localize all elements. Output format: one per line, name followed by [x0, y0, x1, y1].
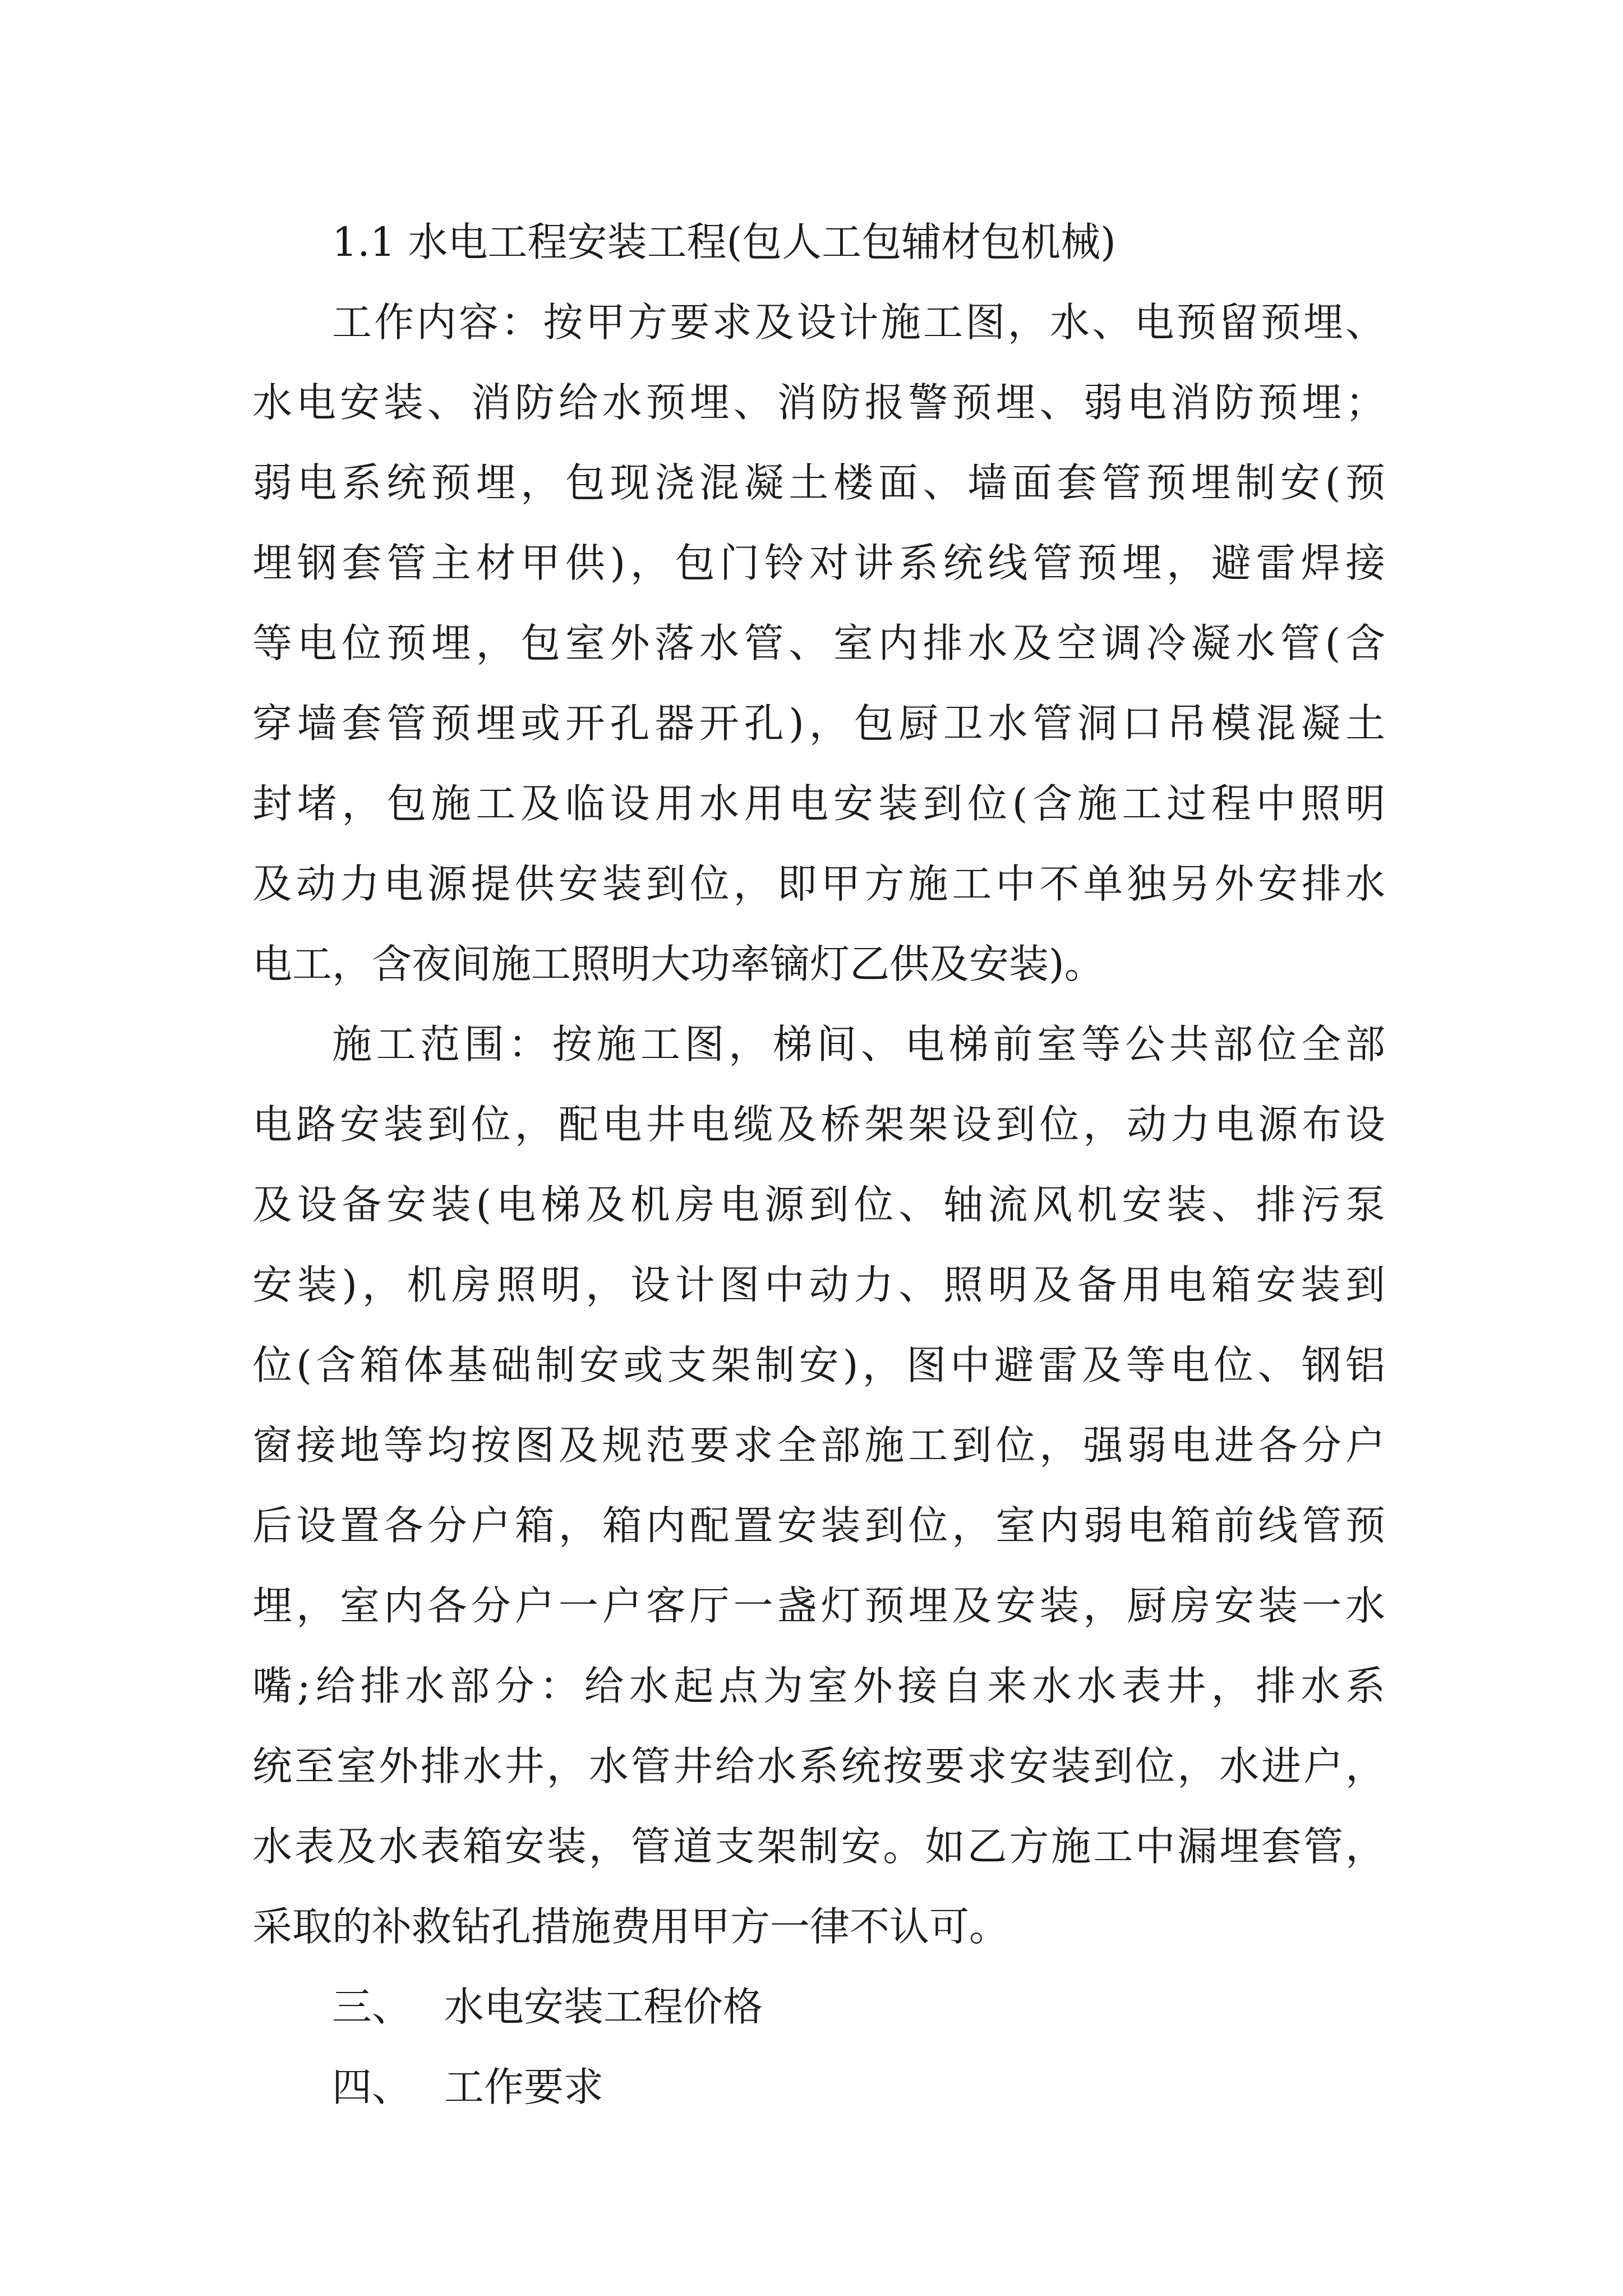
paragraph-line: 统至室外排水井，水管井给水系统按要求安装到位，水进户， [252, 1743, 1385, 1789]
paragraph-line: 弱电系统预埋，包现浇混凝土楼面、墙面套管预埋制安(预 [252, 459, 1385, 506]
paragraph-line: 采取的补救钻孔措施费用甲方一律不认可。 [252, 1903, 1009, 1950]
paragraph-line: 埋，室内各分户一户客厅一盏灯预埋及安装，厨房安装一水 [252, 1582, 1385, 1629]
paragraph-line: 及设备安装(电梯及机房电源到位、轴流风机安装、排污泵 [252, 1181, 1385, 1228]
heading-text: 工作要求 [444, 2064, 604, 2110]
paragraph-line: 封堵，包施工及临设用水用电安装到位(含施工过程中照明 [252, 780, 1385, 827]
paragraph-line: 窗接地等均按图及规范要求全部施工到位，强弱电进各分户 [252, 1422, 1385, 1469]
heading-price [252, 1967, 1385, 2047]
work-content-paragraph [252, 282, 1385, 1004]
paragraph-line: 水电安装、消防给水预埋、消防报警预埋、弱电消防预埋； [252, 379, 1385, 426]
construction-scope-paragraph [252, 1004, 1385, 1967]
paragraph-line: 电路安装到位，配电井电缆及桥架架设到位，动力电源布设 [252, 1101, 1385, 1148]
paragraph-line: 电工，含夜间施工照明大功率镝灯乙供及安装)。 [252, 941, 1104, 987]
document-body [252, 202, 1385, 2127]
paragraph-line: 工作内容：按甲方要求及设计施工图，水、电预留预埋、 [332, 299, 1385, 346]
paragraph-line: 后设置各分户箱，箱内配置安装到位，室内弱电箱前线管预 [252, 1502, 1385, 1549]
paragraph-line: 水表及水表箱安装，管道支架制安。如乙方施工中漏埋套管， [252, 1823, 1385, 1870]
heading-number: 四、 [332, 2064, 412, 2110]
heading-requirements [252, 2047, 1385, 2127]
heading-text: 水电安装工程价格 [444, 1984, 763, 2030]
heading-number: 三、 [332, 1984, 412, 2030]
paragraph-line: 嘴;给排水部分：给水起点为室外接自来水水表井，排水系 [252, 1663, 1385, 1709]
paragraph-line: 及动力电源提供安装到位，即甲方施工中不单独另外安排水 [252, 861, 1385, 907]
paragraph-line: 安装)，机房照明，设计图中动力、照明及备用电箱安装到 [252, 1262, 1385, 1308]
section-title: 1.1 水电工程安装工程(包人工包辅材包机械) [332, 219, 1116, 265]
paragraph-line: 穿墙套管预埋或开孔器开孔)，包厨卫水管洞口吊模混凝土 [252, 700, 1385, 747]
paragraph-line: 埋钢套管主材甲供)，包门铃对讲系统线管预埋，避雷焊接 [252, 540, 1385, 586]
paragraph-line: 等电位预埋，包室外落水管、室内排水及空调冷凝水管(含 [252, 620, 1385, 666]
paragraph-line: 位(含箱体基础制安或支架制安)，图中避雷及等电位、钢铝 [252, 1342, 1385, 1388]
paragraph-line: 施工范围：按施工图，梯间、电梯前室等公共部位全部 [332, 1021, 1385, 1068]
